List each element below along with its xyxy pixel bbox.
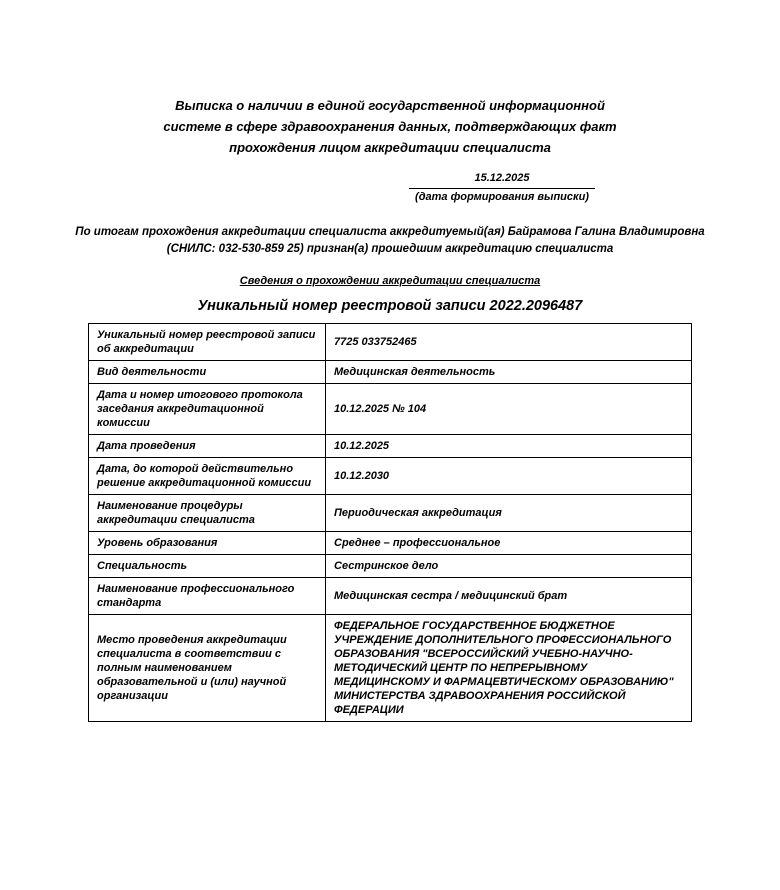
row-value-cell: 10.12.2025 [326, 435, 692, 458]
document-title-line: прохождения лицом аккредитации специалиста [229, 140, 551, 155]
document-title-line: системе в сфере здравоохранения данных, подтверждающих факт [163, 119, 617, 134]
row-label-cell: Уникальный номер реестровой записи об аккредитации [89, 324, 326, 361]
row-value-cell: Медицинская деятельность [326, 361, 692, 384]
table-row [89, 615, 692, 722]
document-title-line: Выписка о наличии в единой государственной информационной [175, 98, 605, 113]
row-value-cell: Среднее – профессиональное [326, 532, 692, 555]
issue-date-caption: (дата формирования выписки) [415, 191, 589, 203]
table-row [89, 324, 692, 361]
table-row [89, 495, 692, 532]
row-label-cell: Вид деятельности [89, 361, 326, 384]
table-row [89, 361, 692, 384]
row-value-cell: Сестринское дело [326, 555, 692, 578]
row-label-cell: Наименование профессионального стандарта [89, 578, 326, 615]
table-row [89, 458, 692, 495]
row-label-cell: Дата проведения [89, 435, 326, 458]
issue-date-block [409, 172, 595, 204]
row-value-cell: Медицинская сестра / медицинский брат [326, 578, 692, 615]
section-heading: Сведения о прохождении аккредитации специалиста [239, 275, 541, 287]
accreditation-statement: По итогам прохождения аккредитации специалиста аккредитуемый(ая) Байрамова Галина Владимировна (СНИЛС: 032-530-859 25) признан(а) прошедшим аккредитацию специалиста [75, 226, 705, 255]
row-label-cell: Наименование процедуры аккредитации специалиста [89, 495, 326, 532]
table-row [89, 384, 692, 435]
document-title [80, 95, 700, 158]
row-label-cell: Дата, до которой действительно решение аккредитационной комиссии [89, 458, 326, 495]
table-row [89, 435, 692, 458]
accreditation-table [88, 323, 692, 722]
row-value-cell: 10.12.2030 [326, 458, 692, 495]
row-value-cell: 7725 033752465 [326, 324, 692, 361]
issue-date: 15.12.2025 [409, 172, 595, 189]
table-row [89, 555, 692, 578]
row-label-cell: Дата и номер итогового протокола заседания аккредитационной комиссии [89, 384, 326, 435]
accreditation-table-body [89, 324, 692, 722]
table-row [89, 532, 692, 555]
row-label-cell: Уровень образования [89, 532, 326, 555]
row-label-cell: Специальность [89, 555, 326, 578]
row-value-cell: 10.12.2025 № 104 [326, 384, 692, 435]
table-row [89, 578, 692, 615]
row-value-cell: Периодическая аккредитация [326, 495, 692, 532]
registry-record-number: Уникальный номер реестровой записи 2022.2096487 [197, 298, 583, 314]
row-value-cell: ФЕДЕРАЛЬНОЕ ГОСУДАРСТВЕННОЕ БЮДЖЕТНОЕ УЧРЕЖДЕНИЕ ДОПОЛНИТЕЛЬНОГО ПРОФЕССИОНАЛЬНОГО ОБРАЗОВАНИЯ "ВСЕРОССИЙСКИЙ УЧЕБНО-НАУЧНО-МЕТОДИЧЕСКИЙ ЦЕНТР ПО НЕПРЕРЫВНОМУ МЕДИЦИНСКОМУ И ФАРМАЦЕВТИЧЕСКОМУ ОБРАЗОВАНИЮ" МИНИСТЕРСТВА ЗДРАВООХРАНЕНИЯ РОССИЙСКОЙ ФЕДЕРАЦИИ [326, 615, 692, 722]
row-label-cell: Место проведения аккредитации специалиста в соответствии с полным наименованием образовательной и (или) научной организации [89, 615, 326, 722]
